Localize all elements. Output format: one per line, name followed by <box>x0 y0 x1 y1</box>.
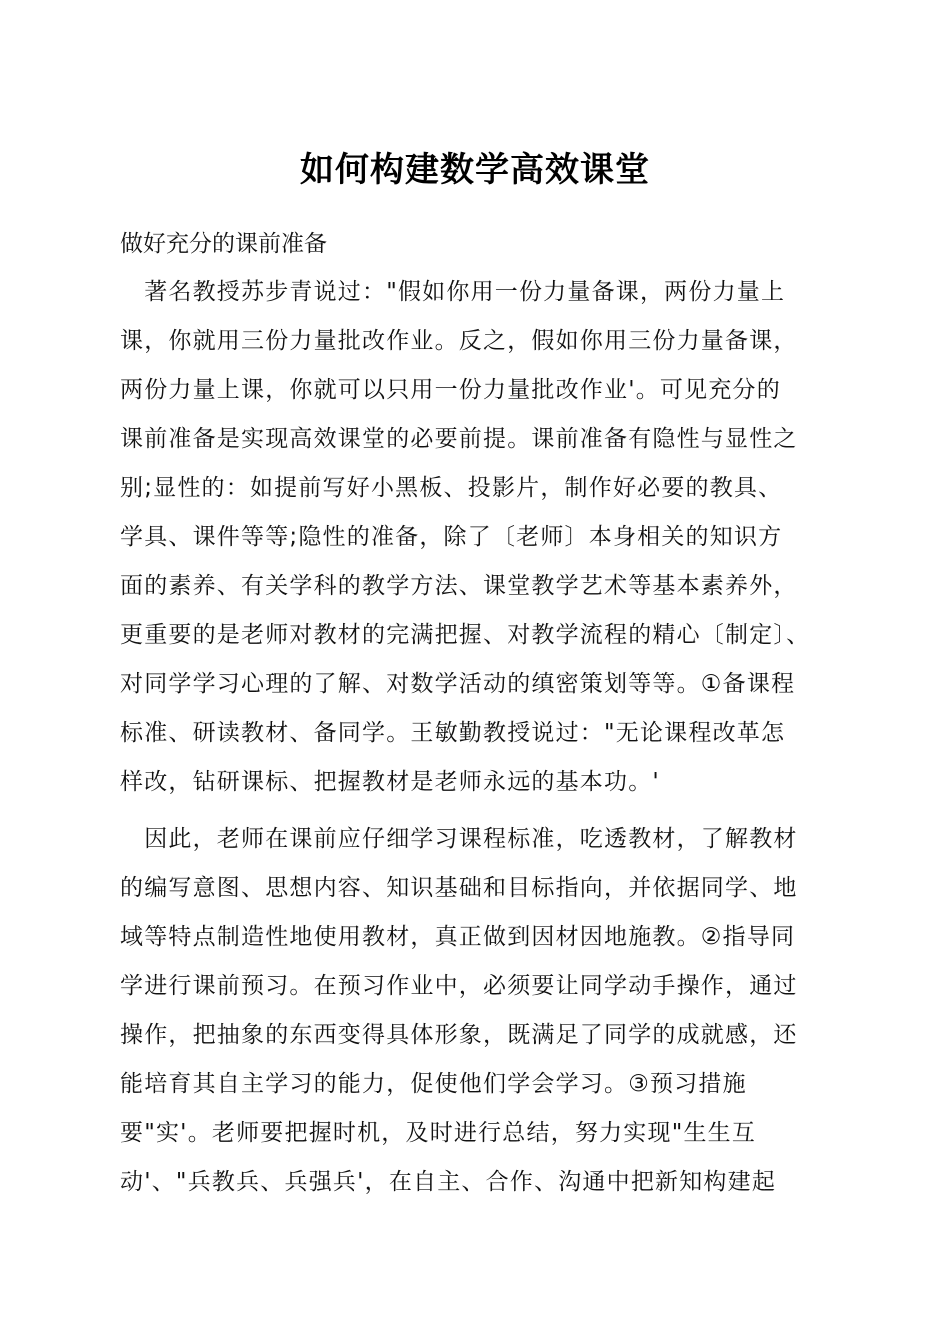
paragraph-line: 的编写意图、思想内容、知识基础和目标指向，并依据同学、地 <box>120 875 798 901</box>
paragraph-line: 要"实'。老师要把握时机，及时进行总结，努力实现"生生互 <box>120 1120 757 1146</box>
paragraph-line: 动'、"兵教兵、兵强兵'，在自主、合作、沟通中把新知构建起 <box>120 1169 777 1195</box>
section-heading: 做好充分的课前准备 <box>120 231 327 257</box>
paragraph-line: 学具、课件等等;隐性的准备，除了〔老师〕本身相关的知识方 <box>120 524 783 550</box>
paragraph-line: 因此，老师在课前应仔细学习课程标准，吃透教材，了解教材 <box>120 826 798 852</box>
paragraph-line: 对同学学习心理的了解、对数学活动的缜密策划等等。①备课程 <box>120 671 796 697</box>
document-title: 如何构建数学高效课堂 <box>300 150 650 190</box>
paragraph-line: 学进行课前预习。在预习作业中，必须要让同学动手操作，通过 <box>120 973 798 999</box>
paragraph-line: 域等特点制造性地使用教材，真正做到因材因地施教。②指导同 <box>120 924 796 950</box>
paragraph-line: 课前准备是实现高效课堂的必要前提。课前准备有隐性与显性之 <box>120 426 798 452</box>
paragraph-1 <box>120 268 860 807</box>
paragraph-line: 能培育其自主学习的能力，促使他们学会学习。③预习措施 <box>120 1071 747 1097</box>
paragraph-line: 操作，把抽象的东西变得具体形象，既满足了同学的成就感，还 <box>120 1022 798 1048</box>
paragraph-2 <box>120 815 860 1207</box>
paragraph-line: 课，你就用三份力量批改作业。反之，假如你用三份力量备课， <box>120 328 798 354</box>
paragraph-line: 著名教授苏步青说过："假如你用一份力量备课，两份力量上 <box>120 279 786 305</box>
paragraph-line: 标准、研读教材、备同学。王敏勤教授说过："无论课程改革怎 <box>120 720 786 746</box>
paragraph-line: 面的素养、有关学科的教学方法、课堂教学艺术等基本素养外， <box>120 573 798 599</box>
paragraph-line: 更重要的是老师对教材的完满把握、对教学流程的精心〔制定〕、 <box>120 622 811 648</box>
paragraph-line: 两份力量上课，你就可以只用一份力量批改作业'。可见充分的 <box>120 377 781 403</box>
paragraph-line: 样改，钻研课标、把握教材是老师永远的基本功。' <box>120 769 660 795</box>
paragraph-line: 别;显性的：如提前写好小黑板、投影片，制作好必要的教具、 <box>120 475 783 501</box>
